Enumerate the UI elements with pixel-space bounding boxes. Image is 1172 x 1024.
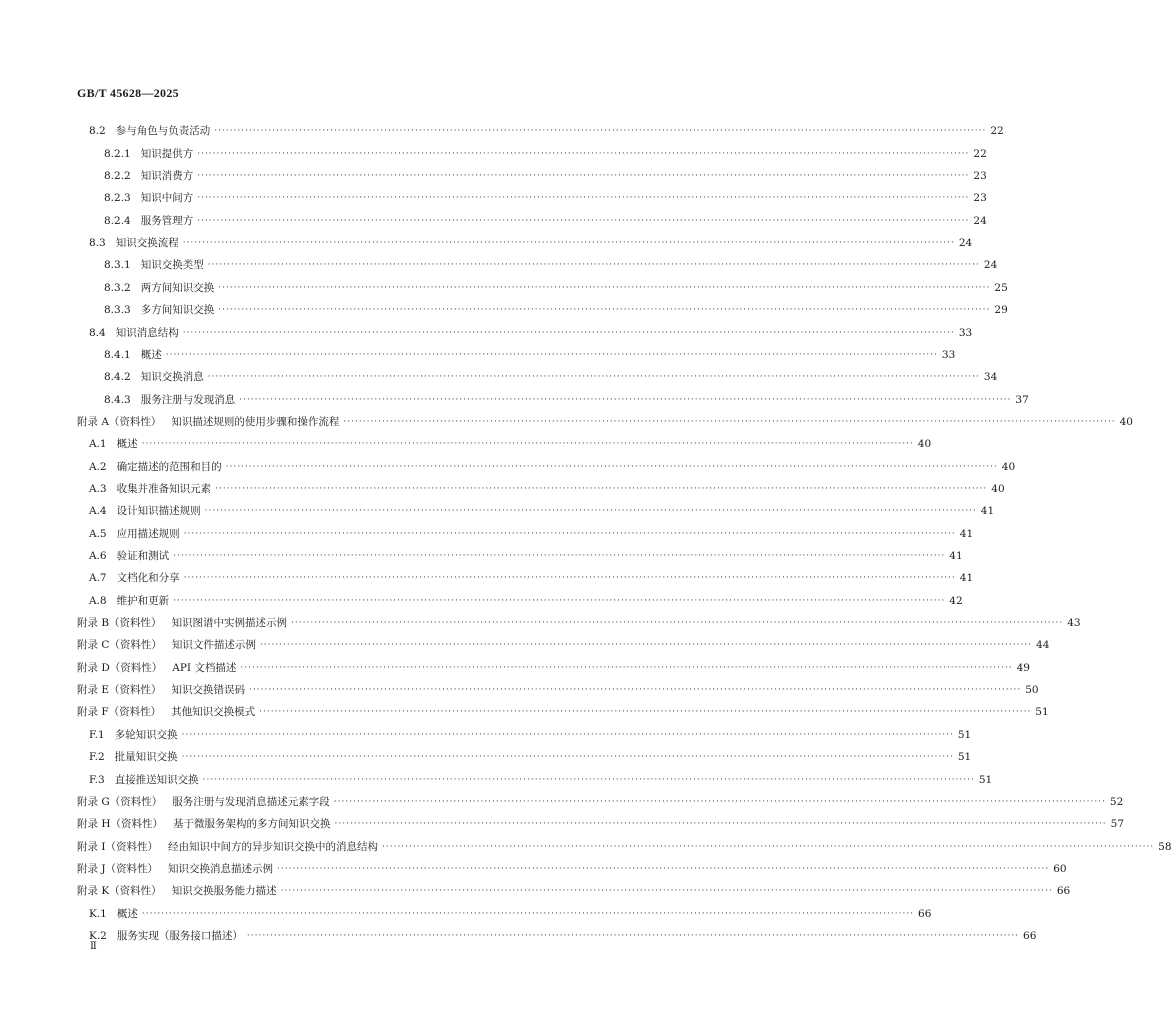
toc-entry-number: 8.4.2 (104, 371, 131, 384)
toc-entry-number: 附录 B（资料性） (77, 617, 162, 630)
toc-entry-number: 8.4.1 (104, 348, 131, 361)
toc-leader-dots: ········································································································································································································ (207, 372, 980, 383)
toc-leader-dots: ········································································································································································································ (197, 215, 970, 226)
toc-entry-page: 29 (994, 304, 1008, 317)
toc-leader-dots: ········································································································································································································ (333, 796, 1106, 807)
toc-leader-dots: ········································································································································································································ (240, 662, 1013, 673)
toc-leader-dots: ········································································································································································································ (249, 685, 1022, 696)
toc-leader-dots: ········································································································································································································ (239, 394, 1012, 405)
toc-entry[interactable] (0, 764, 993, 786)
toc-entry-number: 8.2.4 (104, 214, 131, 227)
toc-entry-page: 40 (917, 438, 932, 451)
toc-entry[interactable] (0, 608, 1081, 630)
toc-entry[interactable] (0, 831, 1172, 853)
toc-entry[interactable] (0, 809, 1125, 831)
toc-entry[interactable] (0, 161, 987, 183)
toc-leader-dots: ········································································································································································································ (334, 819, 1107, 830)
toc-entry-title: 多轮知识交换 (114, 728, 178, 741)
toc-leader-dots: ········································································································································································································ (141, 439, 914, 450)
toc-entry-title: 确定描述的范围和目的 (116, 460, 222, 473)
toc-entry-title: 知识提供方 (140, 147, 194, 160)
toc-entry[interactable] (0, 205, 987, 227)
toc-entry-number: 8.3.1 (104, 259, 131, 272)
toc-entry-title: 两方间知识交换 (140, 281, 215, 294)
toc-entry-title: 参与角色与负责活动 (115, 125, 211, 138)
toc-entry-number: 附录 G（资料性） (77, 795, 163, 808)
toc-entry-title: 概述 (116, 907, 138, 920)
toc-entry[interactable] (0, 340, 956, 362)
toc-leader-dots: ········································································································································································································ (202, 774, 975, 785)
toc-entry[interactable] (0, 518, 974, 540)
toc-leader-dots: ········································································································································································································ (165, 349, 938, 360)
toc-entry[interactable] (0, 652, 1030, 674)
toc-entry-page: 37 (1015, 393, 1029, 406)
toc-entry-number: K.1 (89, 907, 107, 920)
toc-entry[interactable] (0, 898, 932, 920)
toc-leader-dots: ········································································································································································································ (214, 126, 987, 137)
toc-entry-title: 服务管理方 (140, 214, 194, 227)
toc-entry-title: 知识描述规则的使用步骤和操作流程 (171, 415, 340, 428)
toc-entry-page: 41 (959, 527, 974, 540)
toc-entry-title: 其他知识交换模式 (171, 706, 256, 719)
toc-entry-number: 附录 F（资料性） (77, 706, 162, 719)
toc-leader-dots: ········································································································································································································ (280, 886, 1053, 897)
toc-entry-page: 51 (978, 773, 993, 786)
toc-entry-number: 8.2.1 (104, 147, 131, 160)
toc-entry-title: 直接推送知识交换 (114, 773, 199, 786)
toc-leader-dots: ········································································································································································································ (215, 483, 988, 494)
toc-leader-dots: ········································································································································································································ (197, 193, 970, 204)
toc-entry-title: 知识消费方 (140, 170, 194, 183)
toc-entry-page: 24 (973, 214, 987, 227)
document-header: GB/T 45628—2025 (77, 86, 179, 100)
toc-entry-page: 25 (994, 281, 1008, 294)
toc-entry-number: 附录 H（资料性） (77, 818, 163, 831)
toc-entry[interactable] (0, 719, 972, 741)
toc-entry-page: 23 (973, 192, 987, 205)
toc-entry-page: 58 (1158, 840, 1172, 853)
toc-entry[interactable] (0, 541, 963, 563)
toc-entry-page: 40 (991, 482, 1005, 495)
toc-entry-title: 服务注册与发现消息 (140, 393, 236, 406)
toc-entry[interactable] (0, 742, 972, 764)
toc-entry-title: 应用描述规则 (116, 527, 180, 540)
toc-entry-title: 知识交换服务能力描述 (171, 885, 277, 898)
toc-entry-title: 知识交换消息 (140, 371, 204, 384)
toc-entry-page: 24 (958, 237, 973, 250)
toc-entry-number: 8.3.2 (104, 281, 131, 294)
toc-entry[interactable] (0, 675, 1039, 697)
toc-leader-dots: ········································································································································································································ (246, 930, 1020, 941)
toc-entry[interactable] (0, 384, 1029, 406)
toc-leader-dots: ········································································································································································································ (259, 640, 1033, 651)
toc-entry-title: 概述 (116, 438, 138, 451)
toc-entry-page: 40 (1001, 460, 1016, 473)
toc-entry[interactable] (0, 921, 1037, 943)
toc-entry-title: 知识文件描述示例 (171, 639, 256, 652)
toc-entry-number: A.4 (89, 505, 107, 518)
toc-leader-dots: ········································································································································································································ (183, 528, 956, 539)
toc-entry-number: F.3 (89, 773, 105, 786)
toc-entry-title: 知识交换错误码 (171, 684, 246, 697)
toc-leader-dots: ········································································································································································································ (197, 148, 970, 159)
toc-entry-title: 文档化和分享 (116, 572, 180, 585)
toc-entry-page: 41 (980, 505, 995, 518)
toc-entry-number: 附录 A（资料性） (77, 415, 162, 428)
toc-entry-number: 8.3.3 (104, 304, 131, 317)
toc-entry-number: 8.3 (89, 237, 106, 250)
toc-entry-page: 49 (1016, 661, 1030, 674)
toc-entry-number: A.3 (89, 482, 107, 495)
toc-entry-page: 52 (1109, 795, 1124, 808)
toc-entry-number: 附录 E（资料性） (77, 684, 162, 697)
toc-entry-number: 8.4.3 (104, 393, 131, 406)
toc-entry[interactable] (0, 362, 998, 384)
toc-entry-number: 附录 D（资料性） (77, 661, 163, 674)
toc-entry-number: F.1 (89, 728, 105, 741)
toc-leader-dots: ········································································································································································································ (218, 305, 991, 316)
toc-entry-number: A.1 (89, 438, 107, 451)
toc-entry-title: 知识交换流程 (115, 237, 179, 250)
toc-entry[interactable] (0, 630, 1050, 652)
toc-entry-page: 66 (1023, 929, 1037, 942)
toc-entry[interactable] (0, 451, 1016, 473)
toc-entry-title: 收集并准备知识元素 (116, 482, 212, 495)
toc-entry-page: 41 (959, 572, 974, 585)
toc-entry[interactable] (0, 429, 932, 451)
toc-entry-title: 设计知识描述规则 (116, 505, 201, 518)
toc-entry-page: 22 (973, 147, 987, 160)
toc-entry-page: 24 (983, 259, 998, 272)
toc-leader-dots: ········································································································································································································ (204, 506, 977, 517)
toc-entry-page: 23 (973, 170, 987, 183)
toc-entry[interactable] (0, 563, 974, 585)
toc-entry-number: 8.2.2 (104, 170, 131, 183)
toc-entry-title: 知识交换消息描述示例 (168, 862, 274, 875)
toc-entry-page: 44 (1036, 639, 1050, 652)
toc-entry-page: 51 (1035, 706, 1049, 719)
toc-entry-page: 66 (918, 907, 932, 920)
toc-entry-title: 基于微服务架构的多方间知识交换 (173, 818, 331, 831)
toc-entry-title: 服务实现（服务接口描述） (116, 929, 243, 942)
toc-entry-number: 附录 J（资料性） (77, 862, 159, 875)
toc-entry[interactable] (0, 272, 1008, 294)
toc-leader-dots: ········································································································································································································ (141, 908, 915, 919)
toc-entry-page: 22 (990, 125, 1004, 138)
toc-entry-number: 8.2 (89, 125, 106, 138)
toc-entry-number: 8.4 (89, 326, 106, 339)
toc-entry[interactable] (0, 228, 973, 250)
toc-entry[interactable] (0, 407, 1133, 429)
toc-leader-dots: ········································································································································································································ (182, 238, 955, 249)
toc-entry-page: 33 (958, 326, 973, 339)
toc-entry[interactable] (0, 585, 963, 607)
toc-entry-page: 43 (1067, 617, 1081, 630)
toc-entry-title: 维护和更新 (116, 594, 170, 607)
toc-entry-page: 41 (949, 550, 963, 563)
toc-entry-number: A.8 (89, 594, 107, 607)
toc-entry-title: 批量知识交换 (114, 751, 178, 764)
toc-entry[interactable] (0, 854, 1067, 876)
toc-leader-dots: ········································································································································································································ (183, 573, 956, 584)
toc-entry-number: 附录 C（资料性） (77, 639, 162, 652)
toc-entry[interactable] (0, 876, 1071, 898)
toc-entry-number: A.7 (89, 572, 107, 585)
toc-entry-title: API 文档描述 (172, 661, 237, 674)
toc-entry[interactable] (0, 474, 1005, 496)
toc-entry[interactable] (0, 183, 987, 205)
toc-entry-title: 经由知识中间方的异步知识交换中的消息结构 (168, 840, 378, 853)
toc-entry-title: 多方间知识交换 (140, 304, 215, 317)
toc-entry-title: 知识图谱中实例描述示例 (171, 617, 288, 630)
toc-entry-title: 概述 (140, 348, 162, 361)
toc-leader-dots: ········································································································································································································ (259, 707, 1032, 718)
toc-entry-page: 66 (1056, 885, 1071, 898)
toc-entry[interactable] (0, 116, 1004, 138)
toc-entry-page: 57 (1110, 818, 1125, 831)
toc-entry-title: 服务注册与发现消息描述元素字段 (172, 795, 330, 808)
toc-entry[interactable] (0, 138, 987, 160)
toc-entry[interactable] (0, 697, 1049, 719)
toc-entry-number: A.5 (89, 527, 107, 540)
toc-leader-dots: ········································································································································································································ (291, 618, 1064, 629)
toc-leader-dots: ········································································································································································································ (173, 551, 946, 562)
toc-entry-page: 34 (983, 371, 998, 384)
toc-entry-page: 42 (949, 594, 963, 607)
toc-leader-dots: ········································································································································································································ (218, 282, 991, 293)
toc-entry-number: A.2 (89, 460, 107, 473)
toc-entry-page: 51 (957, 728, 972, 741)
page-number: Ⅱ (90, 941, 97, 952)
toc-leader-dots: ········································································································································································································ (277, 863, 1050, 874)
toc-leader-dots: ········································································································································································································ (343, 416, 1116, 427)
toc-entry[interactable] (0, 787, 1124, 809)
toc-entry-number: 附录 I（资料性） (77, 840, 158, 853)
toc-leader-dots: ········································································································································································································ (207, 260, 980, 271)
toc-leader-dots: ········································································································································································································ (197, 171, 970, 182)
toc-entry-page: 40 (1119, 415, 1133, 428)
toc-leader-dots: ········································································································································································································ (181, 752, 954, 763)
toc-entry[interactable] (0, 295, 1008, 317)
toc-entry-page: 50 (1025, 684, 1039, 697)
toc-entry-number: K.2 (89, 929, 107, 942)
toc-entry-page: 33 (941, 348, 956, 361)
toc-leader-dots: ········································································································································································································ (181, 729, 954, 740)
toc-entry-number: F.2 (89, 751, 105, 764)
toc-entry[interactable] (0, 317, 973, 339)
toc-leader-dots: ········································································································································································································ (182, 327, 955, 338)
toc-leader-dots: ········································································································································································································ (382, 841, 1155, 852)
toc-entry-title: 知识消息结构 (115, 326, 179, 339)
toc-entry-title: 知识交换类型 (140, 259, 204, 272)
toc-entry-title: 验证和测试 (116, 550, 170, 563)
toc-entry-title: 知识中间方 (140, 192, 194, 205)
toc-entry-page: 60 (1053, 862, 1067, 875)
toc-entry[interactable] (0, 250, 998, 272)
toc-entry-number: A.6 (89, 550, 107, 563)
toc-leader-dots: ········································································································································································································ (173, 595, 946, 606)
toc-entry[interactable] (0, 496, 995, 518)
toc-entry-number: 附录 K（资料性） (77, 885, 162, 898)
toc-entry-page: 51 (957, 751, 972, 764)
toc-leader-dots: ········································································································································································································ (225, 461, 998, 472)
toc-entry-number: 8.2.3 (104, 192, 131, 205)
